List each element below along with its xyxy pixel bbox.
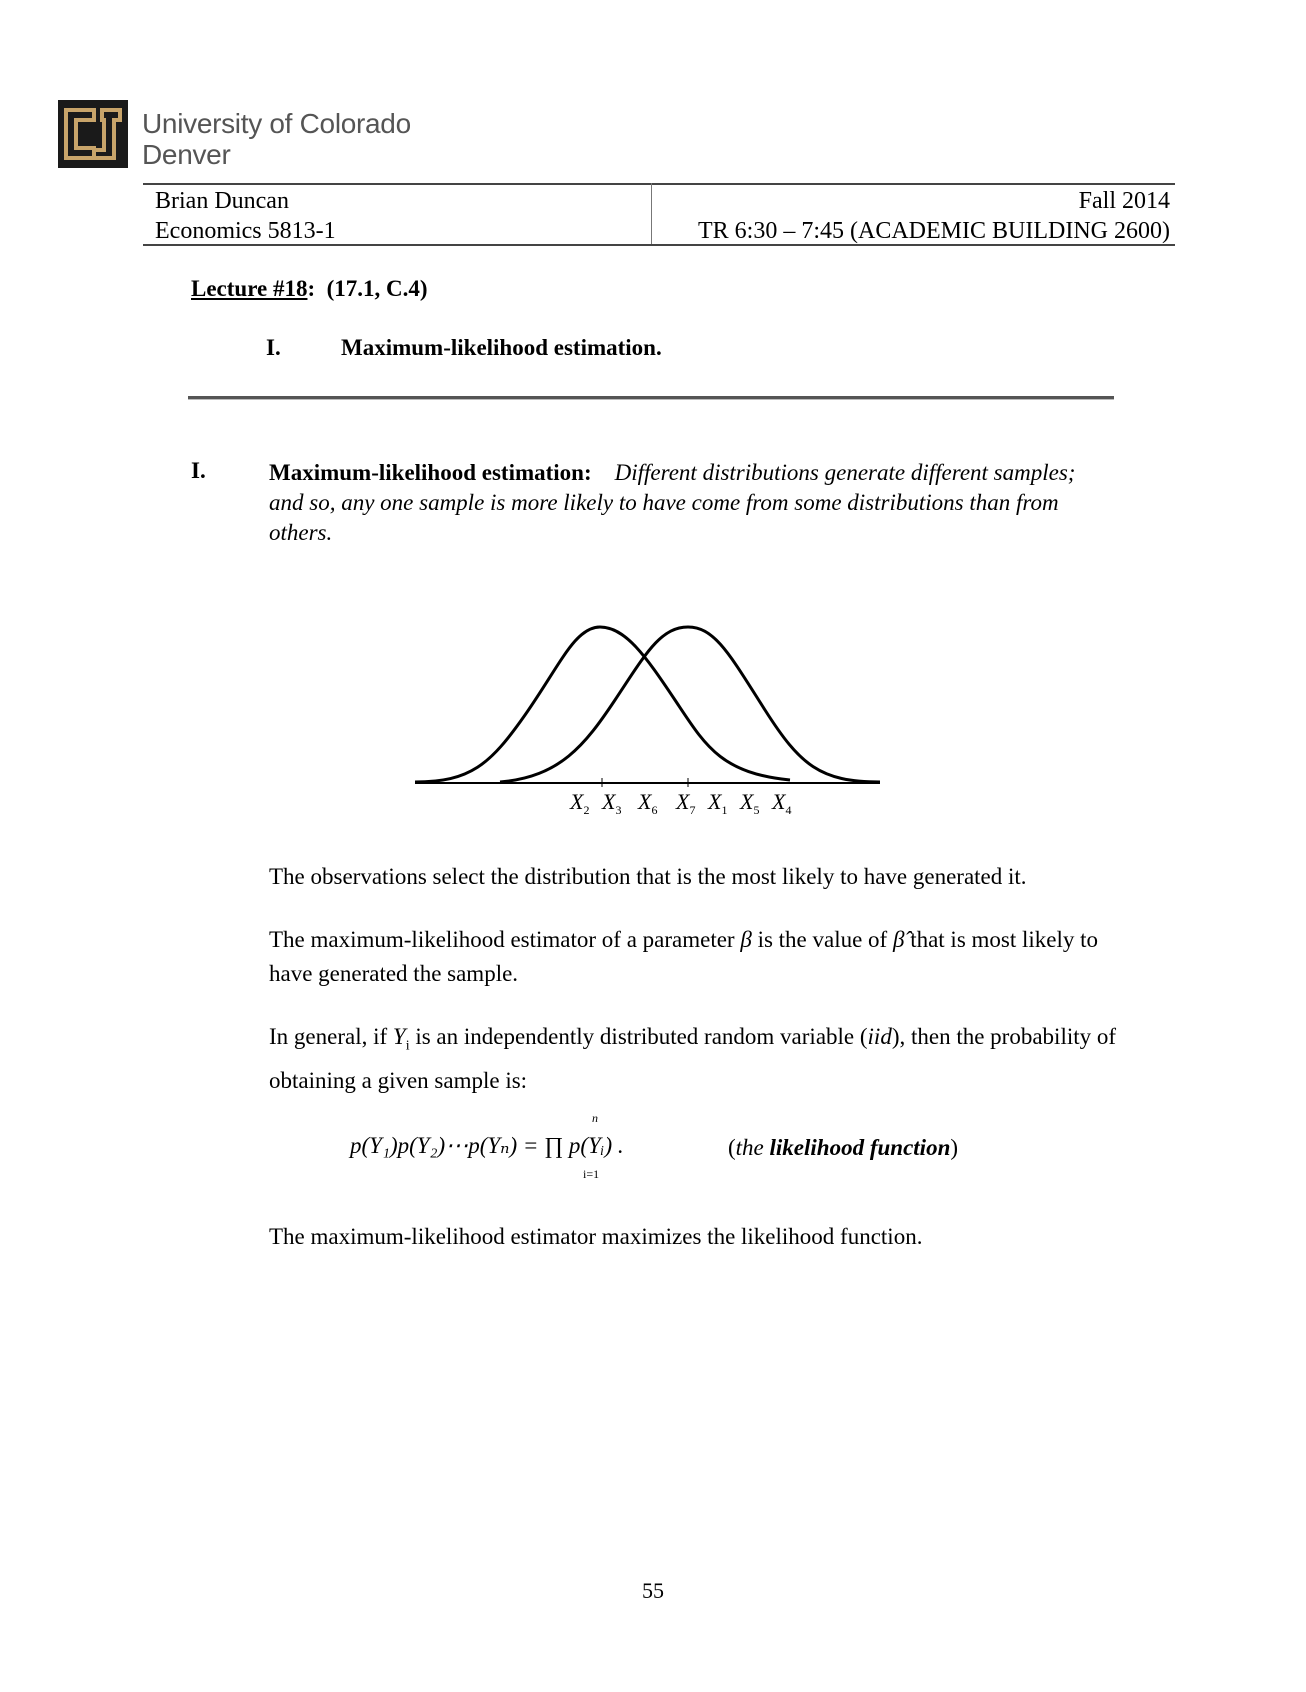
section-intro-text: Different distributions generate different samples; and so, any one sample is more likely to have come from some distributions than from others. — [269, 460, 1076, 545]
outline-number: I. — [266, 335, 281, 360]
lecture-colon: : — [307, 276, 316, 301]
equation-body: p(Y₁)p(Y₂)⋯p(Yₙ) = ∏ p(Yᵢ) . — [350, 1133, 624, 1158]
iid-text: iid — [867, 1024, 892, 1049]
author-name: Brian Duncan — [155, 188, 289, 214]
left-distribution-curve — [415, 627, 790, 782]
logo-line-2: Denver — [142, 139, 231, 170]
note-open-paren: ( — [728, 1135, 736, 1160]
lecture-label: Lecture #18 — [191, 276, 308, 301]
term: Fall 2014 — [1078, 188, 1170, 214]
page-number: 55 — [642, 1578, 664, 1603]
product-lower-limit: i=1 — [583, 1167, 600, 1181]
note-close-paren: ) — [950, 1135, 959, 1160]
p2-part-a: The maximum-likelihood estimator of a parameter — [269, 927, 735, 952]
note-likelihood-function: likelihood function — [769, 1135, 951, 1160]
paragraph-iid — [269, 1020, 1129, 1098]
header-divider — [651, 183, 652, 245]
label-x2: $X_2$ — [570, 789, 590, 817]
university-name — [142, 108, 411, 170]
lecture-refs: (17.1, C.4) — [326, 276, 428, 301]
beta-hat-symbol: β̂ — [892, 927, 905, 952]
section-title: Maximum-likelihood estimation: — [269, 460, 592, 485]
label-x4: $X_4$ — [772, 789, 792, 817]
label-x7: $X_7$ — [676, 789, 696, 817]
note-the: the — [735, 1135, 764, 1160]
paragraph-observations: The observations select the distribution that is the most likely to have generated it. — [269, 864, 1027, 889]
section-intro — [269, 458, 1109, 548]
likelihood-equation — [350, 1111, 624, 1181]
course-name: Economics 5813-1 — [155, 218, 336, 244]
header-left — [155, 186, 336, 246]
y-symbol: Y — [392, 1024, 406, 1049]
beta-symbol: β — [740, 927, 752, 952]
equation-note — [728, 1135, 958, 1161]
header-right — [698, 186, 1170, 246]
label-x5: $X_5$ — [740, 789, 760, 817]
outline-title: Maximum-likelihood estimation. — [341, 335, 662, 360]
p2-part-c: that is most likely to have generated the sample. — [269, 927, 1099, 986]
label-x3: $X_3$ — [602, 789, 622, 817]
section-rule — [188, 396, 1114, 400]
product-upper-limit: n — [592, 1111, 598, 1125]
right-distribution-curve — [500, 627, 880, 782]
section-number: I. — [191, 458, 206, 483]
header-top-rule — [143, 183, 1175, 185]
p3-part-c: ), then the probability of obtaining a given sample is: — [269, 1024, 1117, 1093]
p3-part-b: is an independently distributed random variable ( — [415, 1024, 868, 1049]
schedule: TR 6:30 – 7:45 (ACADEMIC BUILDING 2600) — [698, 218, 1170, 244]
paragraph-maximizes: The maximum-likelihood estimator maximizes the likelihood function. — [269, 1224, 923, 1249]
p3-part-a: In general, if — [269, 1024, 388, 1049]
logo-line-1: University of Colorado — [142, 108, 411, 139]
university-logo — [56, 98, 130, 170]
p2-part-b: is the value of — [757, 927, 888, 952]
label-x6: $X_6$ — [638, 789, 658, 817]
y-subscript: i — [405, 1038, 410, 1054]
paragraph-mle-definition — [269, 923, 1129, 991]
lecture-heading — [191, 276, 428, 302]
distribution-figure — [410, 615, 900, 835]
label-x1: $X_1$ — [708, 789, 728, 817]
